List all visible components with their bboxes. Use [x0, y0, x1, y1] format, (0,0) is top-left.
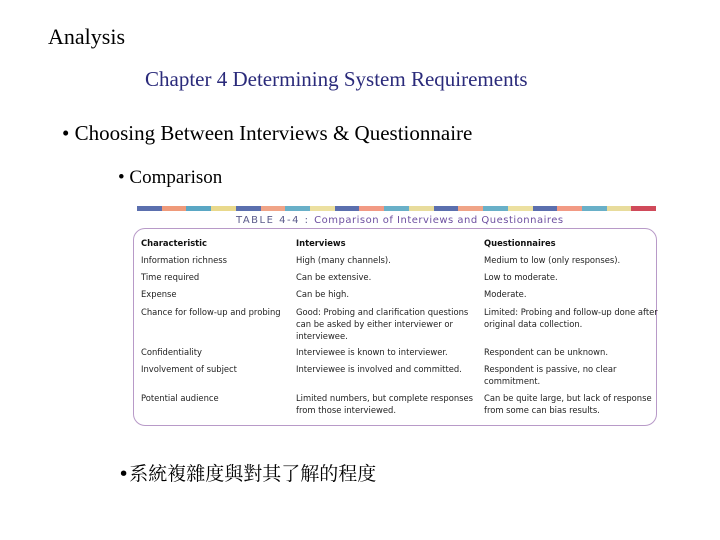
stripe-segment [186, 206, 211, 211]
table-cell: High (many channels). [296, 255, 391, 265]
table-caption-prefix: TABLE 4-4 : [236, 215, 315, 226]
table-cell: Potential audience [141, 393, 219, 403]
table-cell: Can be extensive. [296, 272, 372, 282]
table-cell: Respondent is passive, no clear commitment. [484, 364, 617, 386]
stripe-segment [582, 206, 607, 211]
stripe-segment [211, 206, 236, 211]
table-cell: Low to moderate. [484, 272, 558, 282]
table-cell: Respondent can be unknown. [484, 347, 608, 357]
stripe-segment [285, 206, 310, 211]
bullet-sub: • Comparison [118, 167, 223, 188]
table-cell: Can be quite large, but lack of response from some can bias results. [484, 393, 652, 415]
stripe-segment [631, 206, 656, 211]
table-cell: Involvement of subject [141, 364, 237, 374]
header-label: Analysis [48, 24, 125, 49]
stripe-segment [261, 206, 286, 211]
header-characteristic: Characteristic [141, 238, 208, 248]
stripe-segment [483, 206, 508, 211]
stripe-segment [236, 206, 261, 211]
stripe-segment [359, 206, 384, 211]
header-interviews: Interviews [296, 238, 346, 248]
stripe-segment [335, 206, 360, 211]
stripe-segment [557, 206, 582, 211]
table-caption-title: Comparison of Interviews and Questionnaires [314, 215, 564, 226]
stripe-segment [409, 206, 434, 211]
header-questionnaires: Questionnaires [484, 238, 556, 248]
bullet-chinese: •系統複雜度與對其了解的程度 [118, 463, 377, 485]
table-cell: Chance for follow-up and probing [141, 307, 281, 317]
stripe-segment [508, 206, 533, 211]
table-cell: Good: Probing and clarification questions can be asked by either interviewer or interviewee. [296, 307, 469, 341]
color-stripe [137, 206, 656, 211]
table-cell: Can be high. [296, 289, 350, 299]
table-cell: Interviewee is known to interviewer. [296, 347, 448, 357]
chapter-title: Chapter 4 Determining System Requirements [145, 67, 528, 91]
stripe-segment [458, 206, 483, 211]
stripe-segment [137, 206, 162, 211]
table-cell: Medium to low (only responses). [484, 255, 621, 265]
stripe-segment [434, 206, 459, 211]
table-cell: Confidentiality [141, 347, 202, 357]
table-caption [236, 215, 564, 226]
table-cell: Interviewee is involved and committed. [296, 364, 462, 374]
table-cell: Time required [141, 272, 200, 282]
stripe-segment [533, 206, 558, 211]
stripe-segment [384, 206, 409, 211]
bullet-main: • Choosing Between Interviews & Questionnaire [62, 121, 473, 145]
stripe-segment [310, 206, 335, 211]
table-cell: Limited: Probing and follow-up done after original data collection. [484, 307, 658, 329]
table-cell: Expense [141, 289, 177, 299]
table-cell: Information richness [141, 255, 228, 265]
table-cell: Moderate. [484, 289, 527, 299]
stripe-segment [607, 206, 632, 211]
stripe-segment [162, 206, 187, 211]
table-cell: Limited numbers, but complete responses from those interviewed. [296, 393, 474, 415]
